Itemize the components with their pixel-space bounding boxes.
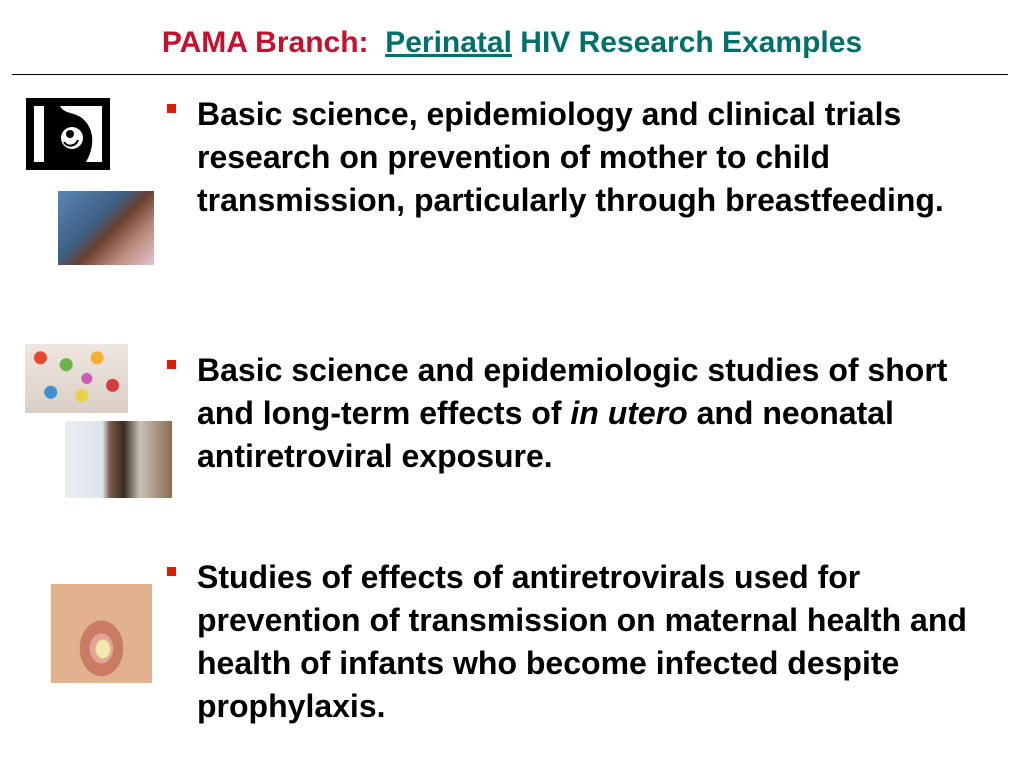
bullet-2-italic: in utero [570, 395, 688, 431]
title-prefix: PAMA Branch: [161, 26, 369, 59]
pregnant-woman-icon [26, 98, 110, 170]
bullet-marker [167, 104, 176, 113]
bullet-2-text-before: Basic science and epidemiologic studies of short and long-term effects of [197, 352, 948, 431]
slide-title [0, 26, 1024, 60]
bullet-2-text [197, 349, 995, 478]
pills-photo [25, 344, 128, 413]
bullet-1 [165, 93, 995, 222]
pill-icon [95, 639, 111, 659]
bullet-3-text: Studies of effects of antiretrovirals used for prevention of transmission on maternal health and health of infants who become infected despite prophylaxis. [197, 559, 967, 724]
bullet-1-text: Basic science, epidemiology and clinical trials research on prevention of mother to child transmission, particularly through breastfeeding. [197, 96, 944, 218]
infant-with-medication-photo [65, 421, 172, 498]
bullet-marker [167, 360, 176, 369]
bullet-2-text-after: and neonatal antiretroviral exposure. [197, 395, 894, 474]
bullet-2 [165, 349, 995, 478]
mother-breastfeeding-photo [58, 191, 154, 265]
pill-on-tongue-photo [51, 584, 152, 683]
title-suffix: HIV Research Examples [520, 26, 863, 59]
bullet-3 [165, 556, 995, 728]
bullet-marker [167, 567, 176, 576]
title-divider [12, 74, 1008, 75]
perinatal-link[interactable]: Perinatal [385, 26, 512, 59]
